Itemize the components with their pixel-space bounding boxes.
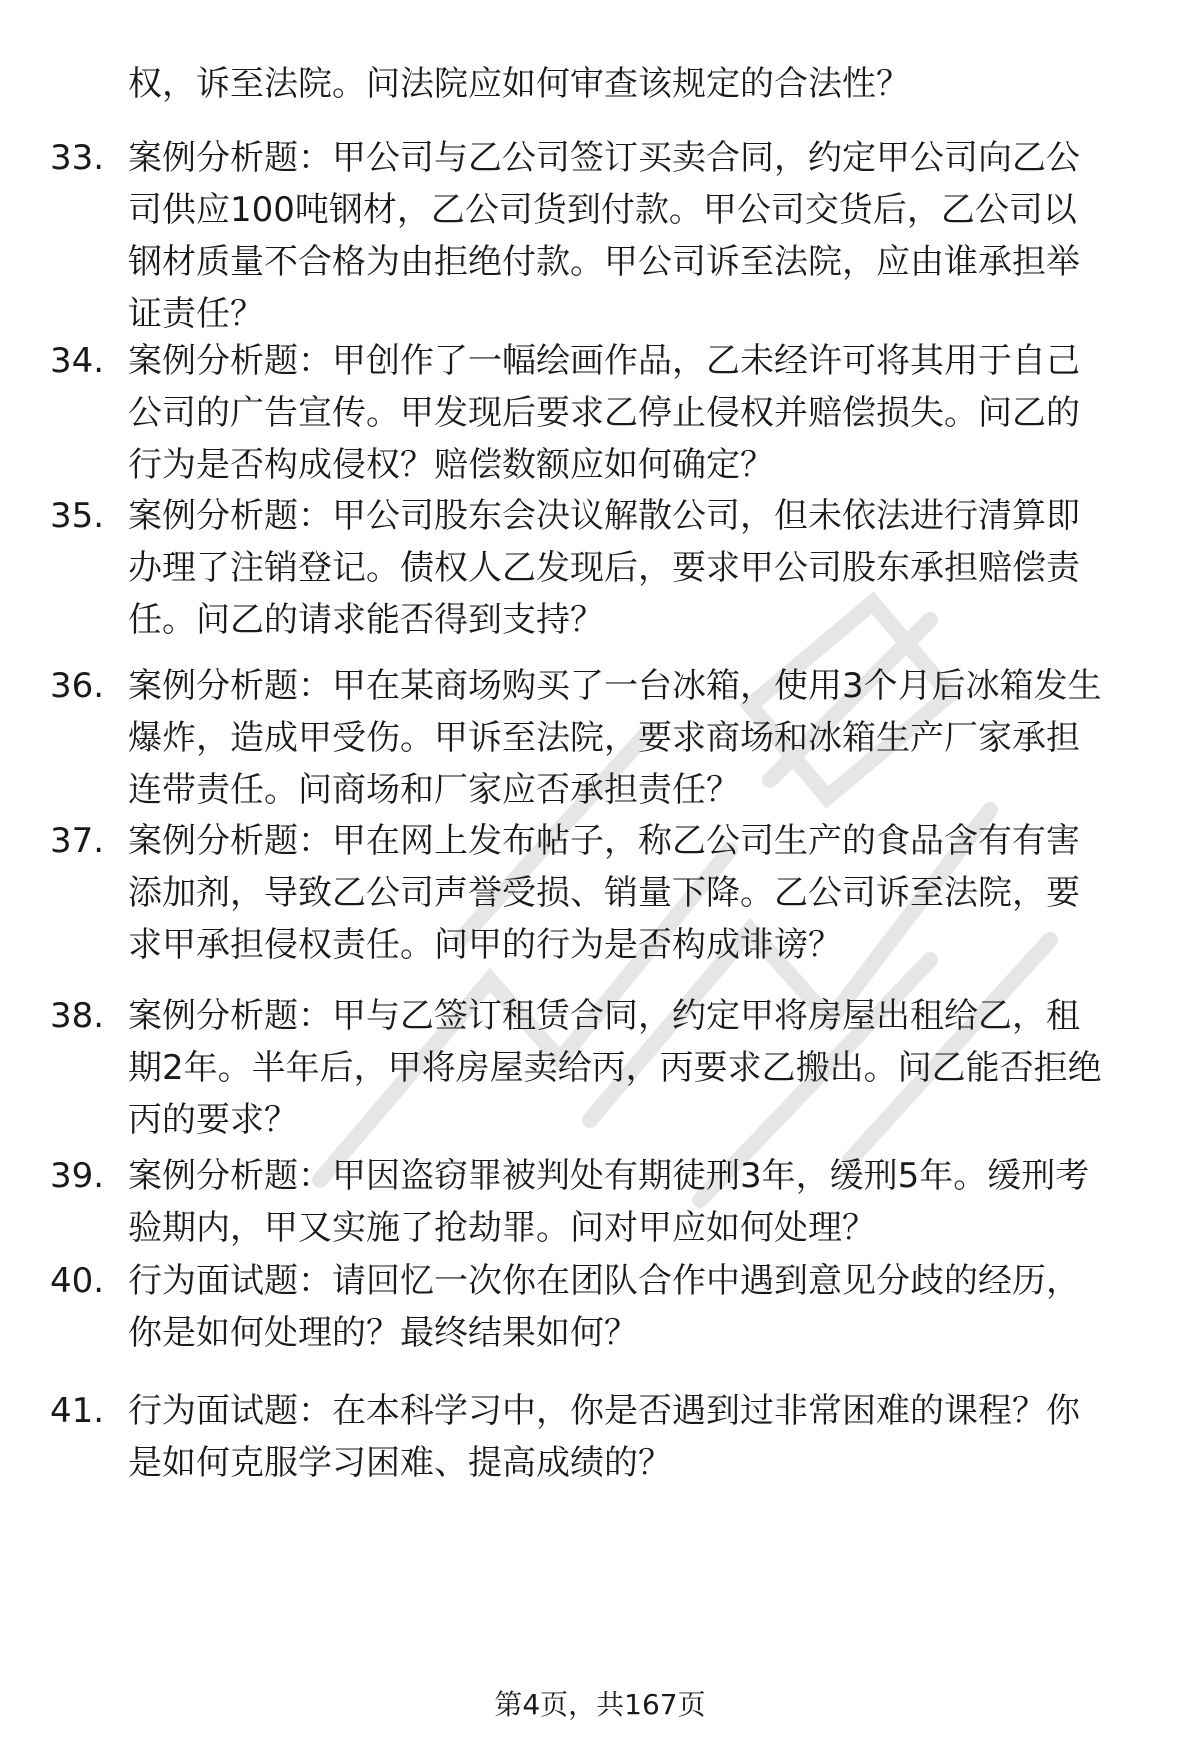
- question-line: 期2年。半年后，甲将房屋卖给丙，丙要求乙搬出。问乙能否拒绝: [128, 1048, 1102, 1088]
- question-number: 41.: [50, 1391, 105, 1431]
- question-line: 是如何克服学习困难、提高成绩的？: [128, 1443, 672, 1483]
- question-number: 37.: [50, 821, 105, 861]
- question-line: 丙的要求？: [128, 1100, 298, 1140]
- question-number: 36.: [50, 666, 105, 706]
- question-line: 公司的广告宣传。甲发现后要求乙停止侵权并赔偿损失。问乙的: [128, 393, 1080, 433]
- question-text: [128, 990, 1138, 1146]
- question-text: [128, 132, 1138, 340]
- question-number: 33.: [50, 138, 105, 178]
- question-line: 案例分析题：甲因盗窃罪被判处有期徒刑3年，缓刑5年。缓刑考: [128, 1156, 1090, 1196]
- question-text: [128, 1255, 1138, 1359]
- question-line: 案例分析题：甲创作了一幅绘画作品，乙未经许可将其用于自己: [128, 341, 1080, 381]
- question-line: 你是如何处理的？最终结果如何？: [128, 1313, 638, 1353]
- question-line: 案例分析题：甲与乙签订租赁合同，约定甲将房屋出租给乙，租: [128, 996, 1080, 1036]
- question-line: 案例分析题：甲公司与乙公司签订买卖合同，约定甲公司向乙公: [128, 138, 1080, 178]
- question-line: 行为是否构成侵权？赔偿数额应如何确定？: [128, 445, 774, 485]
- continuation-text: 权，诉至法院。问法院应如何审查该规定的合法性？: [128, 64, 910, 104]
- question-number: 39.: [50, 1156, 105, 1196]
- question-line: 钢材质量不合格为由拒绝付款。甲公司诉至法院，应由谁承担举: [128, 242, 1080, 282]
- question-line: 爆炸，造成甲受伤。甲诉至法院，要求商场和冰箱生产厂家承担: [128, 718, 1080, 758]
- question-line: 求甲承担侵权责任。问甲的行为是否构成诽谤？: [128, 925, 842, 965]
- question-line: 行为面试题：请回忆一次你在团队合作中遇到意见分歧的经历，: [128, 1261, 1080, 1301]
- question-text: [128, 335, 1138, 491]
- question-line: 司供应100吨钢材，乙公司货到付款。甲公司交货后，乙公司以: [128, 190, 1077, 230]
- question-line: 连带责任。问商场和厂家应否承担责任？: [128, 770, 740, 810]
- question-text: [128, 1385, 1138, 1489]
- question-number: 35.: [50, 496, 105, 536]
- question-text: [128, 490, 1138, 646]
- question-number: 40.: [50, 1261, 105, 1301]
- question-number: 34.: [50, 341, 105, 381]
- question-text: [128, 815, 1138, 971]
- question-line: 案例分析题：甲在网上发布帖子，称乙公司生产的食品含有有害: [128, 821, 1080, 861]
- question-line: 案例分析题：甲公司股东会决议解散公司，但未依法进行清算即: [128, 496, 1080, 536]
- question-line: 办理了注销登记。债权人乙发现后，要求甲公司股东承担赔偿责: [128, 548, 1080, 588]
- page-footer: 第4页，共167页: [494, 1688, 706, 1721]
- question-text: [128, 660, 1138, 816]
- question-line: 添加剂，导致乙公司声誉受损、销量下降。乙公司诉至法院，要: [128, 873, 1080, 913]
- question-line: 验期内，甲又实施了抢劫罪。问对甲应如何处理？: [128, 1208, 876, 1248]
- question-line: 证责任？: [128, 294, 264, 334]
- question-text: [128, 1150, 1138, 1254]
- question-number: 38.: [50, 996, 105, 1036]
- question-line: 任。问乙的请求能否得到支持？: [128, 600, 604, 640]
- question-line: 案例分析题：甲在某商场购买了一台冰箱，使用3个月后冰箱发生: [128, 666, 1102, 706]
- question-line: 行为面试题：在本科学习中，你是否遇到过非常困难的课程？你: [128, 1391, 1080, 1431]
